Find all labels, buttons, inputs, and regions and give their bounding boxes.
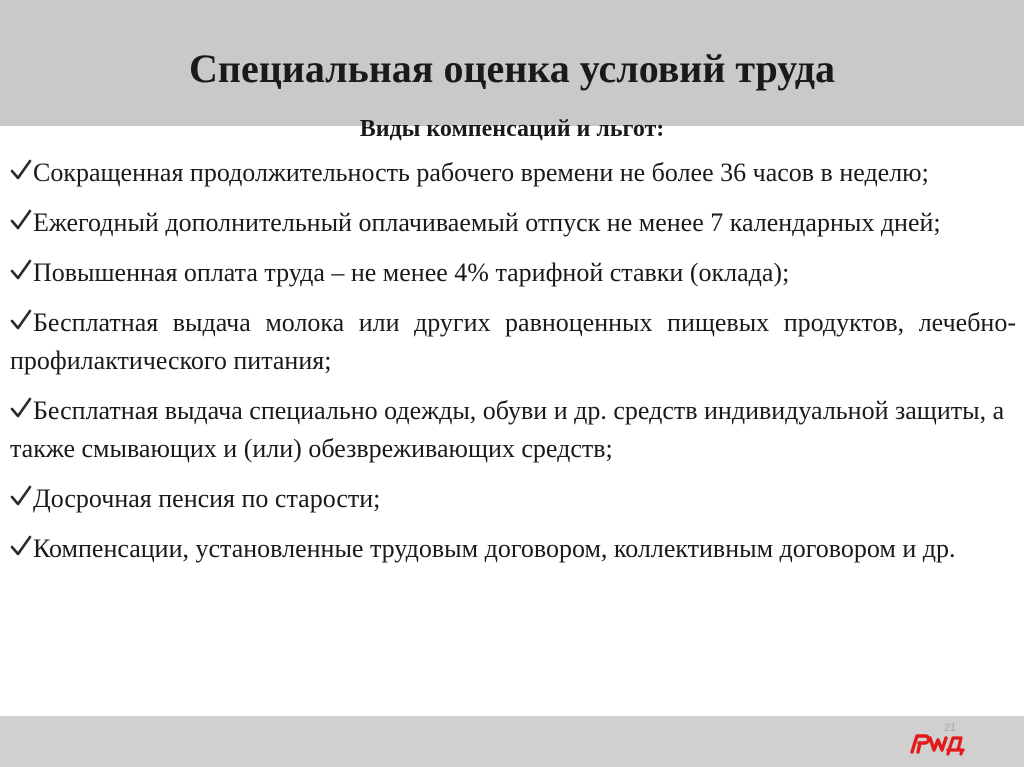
list-item: [10, 480, 1016, 518]
list-item-text: Повышенная оплата труда – не менее 4% тарифной ставки (оклада);: [33, 258, 790, 287]
checkmark-icon: [10, 395, 32, 421]
list-item: [10, 154, 1016, 192]
list-item-text: Сокращенная продолжительность рабочего времени не более 36 часов в неделю;: [33, 158, 929, 187]
list-item-text: Бесплатная выдача молока или других равноценных пищевых продуктов, лечебно-профилактического питания;: [10, 308, 1016, 375]
list-item: [10, 530, 1016, 568]
checkmark-icon: [10, 257, 32, 283]
list-item: [10, 304, 1016, 380]
checkmark-icon: [10, 157, 32, 183]
checkmark-icon: [10, 207, 32, 233]
slide-subtitle: Виды компенсаций и льгот:: [359, 116, 665, 142]
checkmark-icon: [10, 533, 32, 559]
list-item: [10, 254, 1016, 292]
list-item-text: Ежегодный дополнительный оплачиваемый отпуск не менее 7 календарных дней;: [33, 208, 941, 237]
checkmark-icon: [10, 483, 32, 509]
checkmark-icon: [10, 307, 32, 333]
list-item: [10, 392, 1016, 468]
list-item-text: Досрочная пенсия по старости;: [33, 484, 381, 513]
page-number: 21: [944, 722, 957, 734]
slide-title: Специальная оценка условий труда: [189, 46, 835, 91]
footer-band: [0, 716, 1024, 767]
rzd-logo: [908, 730, 968, 756]
list-item: [10, 204, 1016, 242]
list-item-text: Бесплатная выдача специально одежды, обуви и др. средств индивидуальной защиты, а также смывающих и (или) обезвреживающих средств;: [10, 396, 1005, 463]
list-item-text: Компенсации, установленные трудовым договором, коллективным договором и др.: [33, 534, 956, 563]
benefits-list: [10, 154, 1016, 568]
